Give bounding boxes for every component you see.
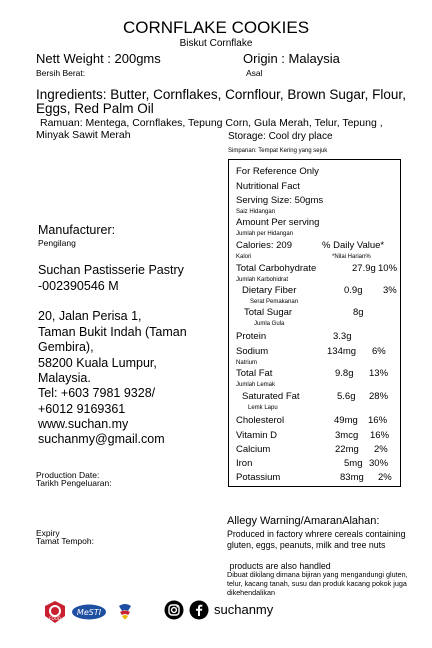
nutrient-amount: 27.9g — [352, 263, 376, 274]
nutrient-name-ms: Lemk Lapu — [248, 405, 278, 411]
nutrient-name: Saturated Fat — [242, 391, 300, 402]
email: suchanmy@gmail.com — [38, 432, 165, 446]
nutrient-name-ms: Jumlah Lemak — [236, 382, 276, 388]
nutrient-name: Vitamin D — [236, 430, 278, 441]
nutrient-row — [236, 285, 397, 296]
calories: Calories: 209 — [236, 240, 292, 251]
social-handle: suchanmy — [214, 602, 274, 617]
nutrient-percent: 28% — [369, 391, 389, 402]
manufacturer-name: Suchan Pastisserie Pastry — [38, 263, 184, 277]
nutrient-amount: 83mg — [340, 472, 364, 483]
nutrient-name: Potassium — [236, 472, 281, 483]
allergy-warning-en-2: products are also handled — [227, 561, 331, 571]
nutrient-name-ms: Jumla Gula — [254, 321, 285, 327]
allergy-warning-ms: Dibuat dikilang dimana bijiran yang mengandungi gluten, telur, kacang tanah, susu dan produk kacang pokok juga dikehendalikan — [227, 570, 408, 597]
nutrient-name: Calcium — [236, 444, 271, 455]
nutrient-name: Total Fat — [236, 368, 273, 379]
instagram-icon — [164, 600, 184, 620]
serving-size: Serving Size: 50gms — [236, 195, 324, 206]
daily-value-header: % Daily Value* — [322, 240, 385, 251]
nutrient-name: Protein — [236, 331, 267, 342]
nutrient-amount: 9.8g — [335, 368, 354, 379]
nutrient-name-ms: Jumlah Karbohidrat — [236, 277, 289, 283]
nutrient-amount: 5.6g — [337, 391, 356, 402]
nutrient-amount: 134mg — [327, 346, 357, 357]
nutrition-ref: For Reference Only — [236, 166, 319, 177]
nutrient-name: Dietary Fiber — [242, 285, 297, 296]
origin: Origin : Malaysia — [243, 51, 340, 66]
net-weight-ms: Bersih Berat: — [36, 68, 86, 78]
mesti-logo-text: MeSTI — [76, 608, 102, 617]
nutrient-row — [236, 415, 393, 426]
nutrient-row — [236, 263, 398, 274]
nutrient-amount: 49mg — [334, 415, 358, 426]
calories-ms-row — [236, 254, 393, 260]
expiry-label: Expiry — [36, 528, 60, 538]
calories-ms: Kalori — [236, 254, 252, 260]
manufacturer-label: Manufacturer: — [38, 223, 116, 237]
address-line-1: 20, Jalan Perisa 1, — [38, 309, 142, 323]
ingredients-text: Ingredients: Butter, Cornflakes, Cornflour, Brown Sugar, Flour, Eggs, Red Palm Oil — [36, 87, 406, 116]
nutrient-row — [236, 430, 393, 441]
calories-row — [236, 240, 393, 251]
nutrient-percent: 2% — [378, 472, 392, 483]
nutrient-row — [236, 444, 393, 455]
address-line-5: Malaysia. — [38, 371, 91, 385]
nutrient-name-ms: Natrium — [236, 360, 258, 366]
nutrient-percent: 2% — [374, 444, 388, 455]
address-line-4: 58200 Kuala Lumpur, — [38, 356, 157, 370]
product-subtitle: Biskut Cornflake — [179, 38, 253, 49]
nutrient-amount: 8g — [353, 307, 364, 318]
amount-per-serving: Amount Per serving — [236, 217, 320, 228]
storage-ms: Simpanan: Tempat Kering yang sejuk — [228, 148, 328, 154]
ingredients-ms: Ramuan: Mentega, Cornflakes, Tepung Corn, Gula Merah, Telur, Tepung , Minyak Sawit Merah — [36, 117, 383, 141]
food-logo-text: FOOD — [49, 616, 61, 621]
nutrient-name: Total Sugar — [244, 307, 293, 318]
nutrient-row — [236, 391, 393, 402]
nutrition-title: Nutritional Fact — [236, 181, 300, 192]
nutrient-percent: 30% — [369, 458, 389, 469]
manufacturer-reg: -002390546 M — [38, 279, 119, 293]
daily-value-ms: *Nilai Harian% — [332, 254, 371, 260]
nutrient-name: Sodium — [236, 346, 269, 357]
nutrient-row — [236, 331, 393, 342]
mesti-logo — [71, 604, 107, 620]
nutrient-percent: 13% — [369, 368, 389, 379]
phone-1: Tel: +603 7981 9328/ — [38, 386, 156, 400]
nutrient-percent: 6% — [372, 346, 386, 357]
nutrient-amount: 0.9g — [344, 285, 363, 296]
food-logo — [44, 600, 66, 624]
facebook-icon — [189, 600, 209, 620]
ministry-logo — [116, 602, 134, 622]
address-line-2: Taman Bukit Indah (Taman — [38, 325, 187, 339]
production-date-label: Production Date: — [36, 470, 100, 480]
nutrient-name-ms: Serat Pemakanan — [250, 299, 299, 305]
production-date-label-ms: Tarikh Pengeluaran: — [36, 478, 112, 488]
allergy-warning-title: Allegy Warning/AmaranAlahan: — [227, 515, 380, 527]
storage-text: Storage: Cool dry place — [228, 131, 333, 142]
nutrient-row — [236, 346, 393, 357]
product-title: CORNFLAKE COOKIES — [122, 18, 310, 37]
website: www.suchan.my — [38, 417, 129, 431]
nutrient-amount: 3.3g — [333, 331, 352, 342]
net-weight: Nett Weight : 200gms — [36, 51, 161, 66]
nutrient-percent: 10% — [378, 263, 398, 274]
amount-per-serving-ms: Jumlah per Hidangan — [236, 231, 294, 237]
manufacturer-label-ms: Pengilang — [38, 238, 76, 248]
nutrient-row — [236, 472, 393, 483]
address-line-3: Gembira), — [38, 340, 94, 354]
nutrition-facts-panel — [228, 159, 401, 487]
origin-ms: Asal — [246, 68, 263, 78]
nutrient-name: Cholesterol — [236, 415, 285, 426]
nutrient-percent: 3% — [383, 285, 397, 296]
nutrient-amount: 5mg — [344, 458, 363, 469]
nutrient-row — [236, 458, 393, 469]
nutrient-amount: 22mg — [335, 444, 359, 455]
nutrient-percent: 16% — [370, 430, 390, 441]
nutrient-name: Iron — [236, 458, 253, 469]
phone-2: +6012 9169361 — [38, 402, 126, 416]
nutrient-amount: 3mcg — [335, 430, 359, 441]
expiry-label-ms: Tamat Tempoh: — [36, 536, 94, 546]
nutrient-row — [236, 368, 393, 379]
nutrient-row — [236, 307, 393, 318]
nutrient-percent: 16% — [368, 415, 388, 426]
nutrient-name: Total Carbohydrate — [236, 263, 317, 274]
serving-size-ms: Saiz Hidangan — [236, 209, 276, 215]
allergy-warning-en: Produced in factory whrere cereals containing gluten, eggs, peanuts, milk and tree nuts — [227, 529, 406, 550]
